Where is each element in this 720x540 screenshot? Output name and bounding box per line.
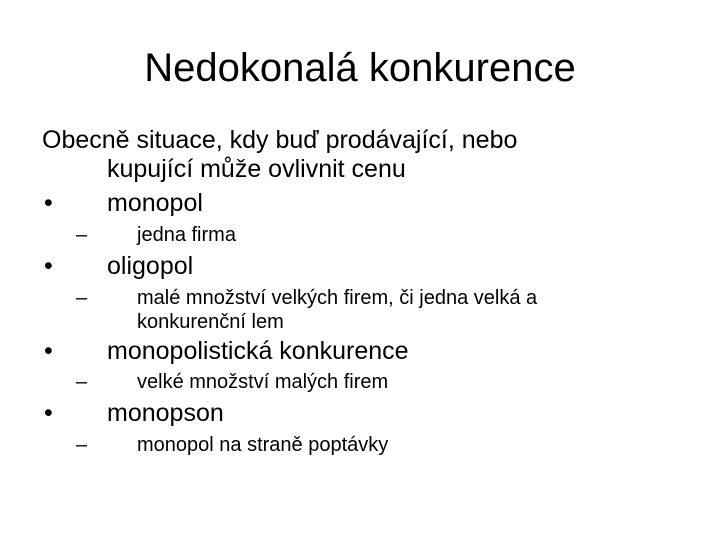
bullet-marker: •: [44, 399, 53, 427]
sub-item-line: malé množství velkých firem, či jedna velká a: [137, 287, 538, 309]
bullet-marker: •: [44, 189, 53, 217]
sub-item-monopson: [137, 433, 697, 457]
sub-item-monopol: [137, 223, 697, 247]
slide-title: Nedokonalá konkurence: [144, 46, 576, 90]
bullet-marker: •: [44, 337, 53, 365]
bullet-monopson: monopson: [107, 399, 224, 427]
intro-line-2: kupující může ovlivnit cenu: [107, 155, 406, 183]
sub-marker: –: [76, 224, 88, 246]
sub-item-line: monopol na straně poptávky: [137, 434, 389, 456]
bullet-marker: •: [44, 252, 53, 280]
bullet-monopol: monopol: [107, 189, 203, 217]
intro-line-1: Obecně situace, kdy buď prodávající, nebo: [42, 126, 518, 154]
sub-marker: –: [76, 371, 88, 393]
sub-item-line: konkurenční lem: [137, 311, 284, 333]
sub-marker: –: [76, 287, 88, 309]
sub-item-oligopol: [137, 286, 697, 334]
sub-item-monopolisticka-konkurence: [137, 370, 697, 394]
bullet-oligopol: oligopol: [107, 252, 194, 280]
bullet-monopolisticka-konkurence: monopolistická konkurence: [107, 337, 409, 365]
intro-text: [42, 126, 662, 184]
sub-item-line: velké množství malých firem: [137, 371, 389, 393]
sub-marker: –: [76, 434, 88, 456]
sub-item-line: jedna firma: [137, 224, 236, 246]
